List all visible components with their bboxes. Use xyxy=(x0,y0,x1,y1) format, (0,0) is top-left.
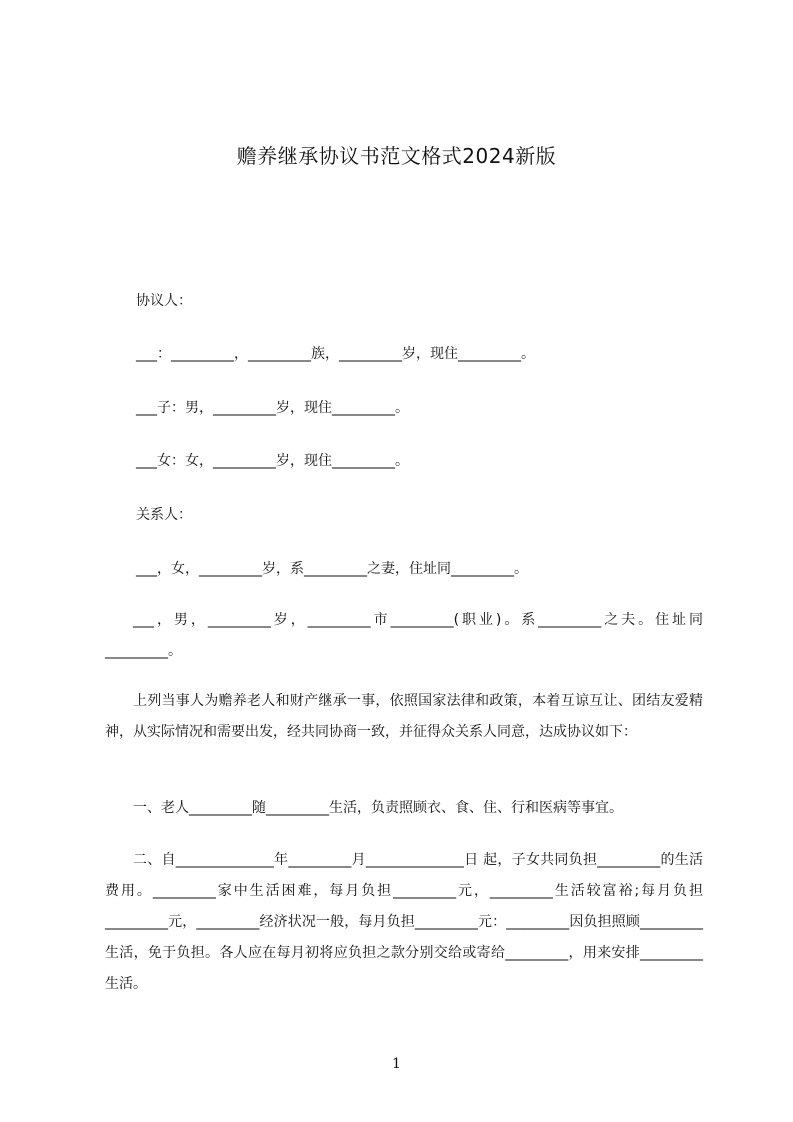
clause-one: 一、老人_________随_________生活，负责照顾衣、食、住、行和医病等事宜。 xyxy=(133,800,623,816)
page-number: 1 xyxy=(392,1056,401,1072)
party-elder-line: ___：_________，_________族，_________岁，现住_________。 xyxy=(136,346,535,362)
related-wife-line: ___，女，_________岁，系_________之妻，住址同_________。 xyxy=(136,561,528,577)
related-husband-paragraph: ___，男，_________岁，_________市_________(职业)。系_________之夫。住址同_________。 xyxy=(105,612,703,659)
intro-paragraph: 上列当事人为赡养老人和财产继承一事，依照国家法律和政策，本着互谅互让、团结友爱精神，从实际情况和需要出发，经共同协商一致，并征得众关系人同意，达成协议如下： xyxy=(105,693,703,740)
clause-two: 二、自______________年_________月______________日 起，子女共同负担_________的生活费用。_________家中生活困难，每月负担_________元，_________生活较富裕;每月负担_________元，_________经济状况一般，每月负担_________元：_________因负担照顾_________生活，免于负担。各人应在每月初将应负担之款分别交给或寄给_________，用来安排_________生活。 xyxy=(105,852,703,992)
document-title: 赡养继承协议书范文格式2024新版 xyxy=(236,144,557,168)
party-son-line: ___子：男，_________岁，现住_________。 xyxy=(136,400,409,416)
related-heading: 关系人： xyxy=(136,507,192,523)
party-heading: 协议人： xyxy=(136,293,192,309)
party-daughter-line: ___女：女，_________岁，现住_________。 xyxy=(136,453,409,469)
